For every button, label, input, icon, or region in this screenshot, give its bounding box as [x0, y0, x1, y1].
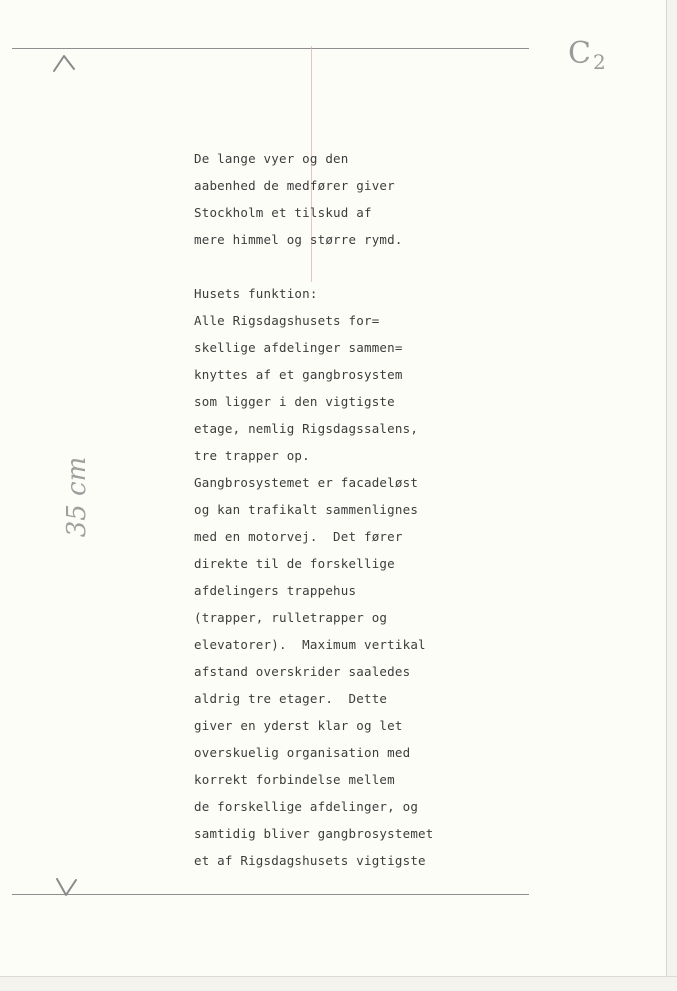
bottom-guide-line: [12, 894, 529, 895]
text-line: med en motorvej. Det fører: [194, 529, 403, 544]
page-edge-bottom: [0, 976, 677, 991]
typed-text-block: [194, 145, 464, 874]
text-line: skellige afdelinger sammen=: [194, 340, 403, 355]
text-line: korrekt forbindelse mellem: [194, 772, 395, 787]
margin-handwritten-note: 35 cm: [62, 456, 92, 538]
text-line: elevatorer). Maximum vertikal: [194, 637, 426, 652]
text-line: aabenhed de medfører giver: [194, 178, 395, 193]
reference-number: 2: [592, 50, 608, 74]
bottom-corner-mark-icon: [52, 876, 82, 898]
text-line: mere himmel og større rymd.: [194, 232, 403, 247]
text-line: Husets funktion:: [194, 286, 318, 301]
text-line: direkte til de forskellige: [194, 556, 395, 571]
text-line: knyttes af et gangbrosystem: [194, 367, 403, 382]
paragraph-gap: [194, 253, 464, 280]
text-line: et af Rigsdagshusets vigtigste: [194, 853, 426, 868]
text-line: (trapper, rulletrapper og: [194, 610, 388, 625]
paragraph-functions: [194, 280, 464, 874]
text-line: de forskellige afdelinger, og: [194, 799, 419, 814]
reference-mark: [568, 36, 608, 74]
text-line: giver en yderst klar og let: [194, 718, 403, 733]
text-line: etage, nemlig Rigsdagssalens,: [194, 421, 419, 436]
text-line: Alle Rigsdagshusets for=: [194, 313, 380, 328]
text-line: afdelingers trappehus: [194, 583, 357, 598]
text-line: aldrig tre etager. Dette: [194, 691, 388, 706]
text-line: Stockholm et tilskud af: [194, 205, 372, 220]
text-line: overskuelig organisation med: [194, 745, 411, 760]
text-line: samtidig bliver gangbrosystemet: [194, 826, 434, 841]
text-line: De lange vyer og den: [194, 151, 349, 166]
text-line: og kan trafikalt sammenlignes: [194, 502, 419, 517]
text-line: afstand overskrider saaledes: [194, 664, 411, 679]
top-corner-mark-icon: [50, 52, 80, 74]
paragraph-intro: [194, 145, 464, 253]
page-edge-right: [666, 0, 677, 990]
text-line: som ligger i den vigtigste: [194, 394, 395, 409]
text-line: tre trapper op.: [194, 448, 310, 463]
reference-letter: C: [568, 36, 593, 71]
top-guide-line: [12, 48, 529, 49]
text-line: Gangbrosystemet er facadeløst: [194, 475, 419, 490]
